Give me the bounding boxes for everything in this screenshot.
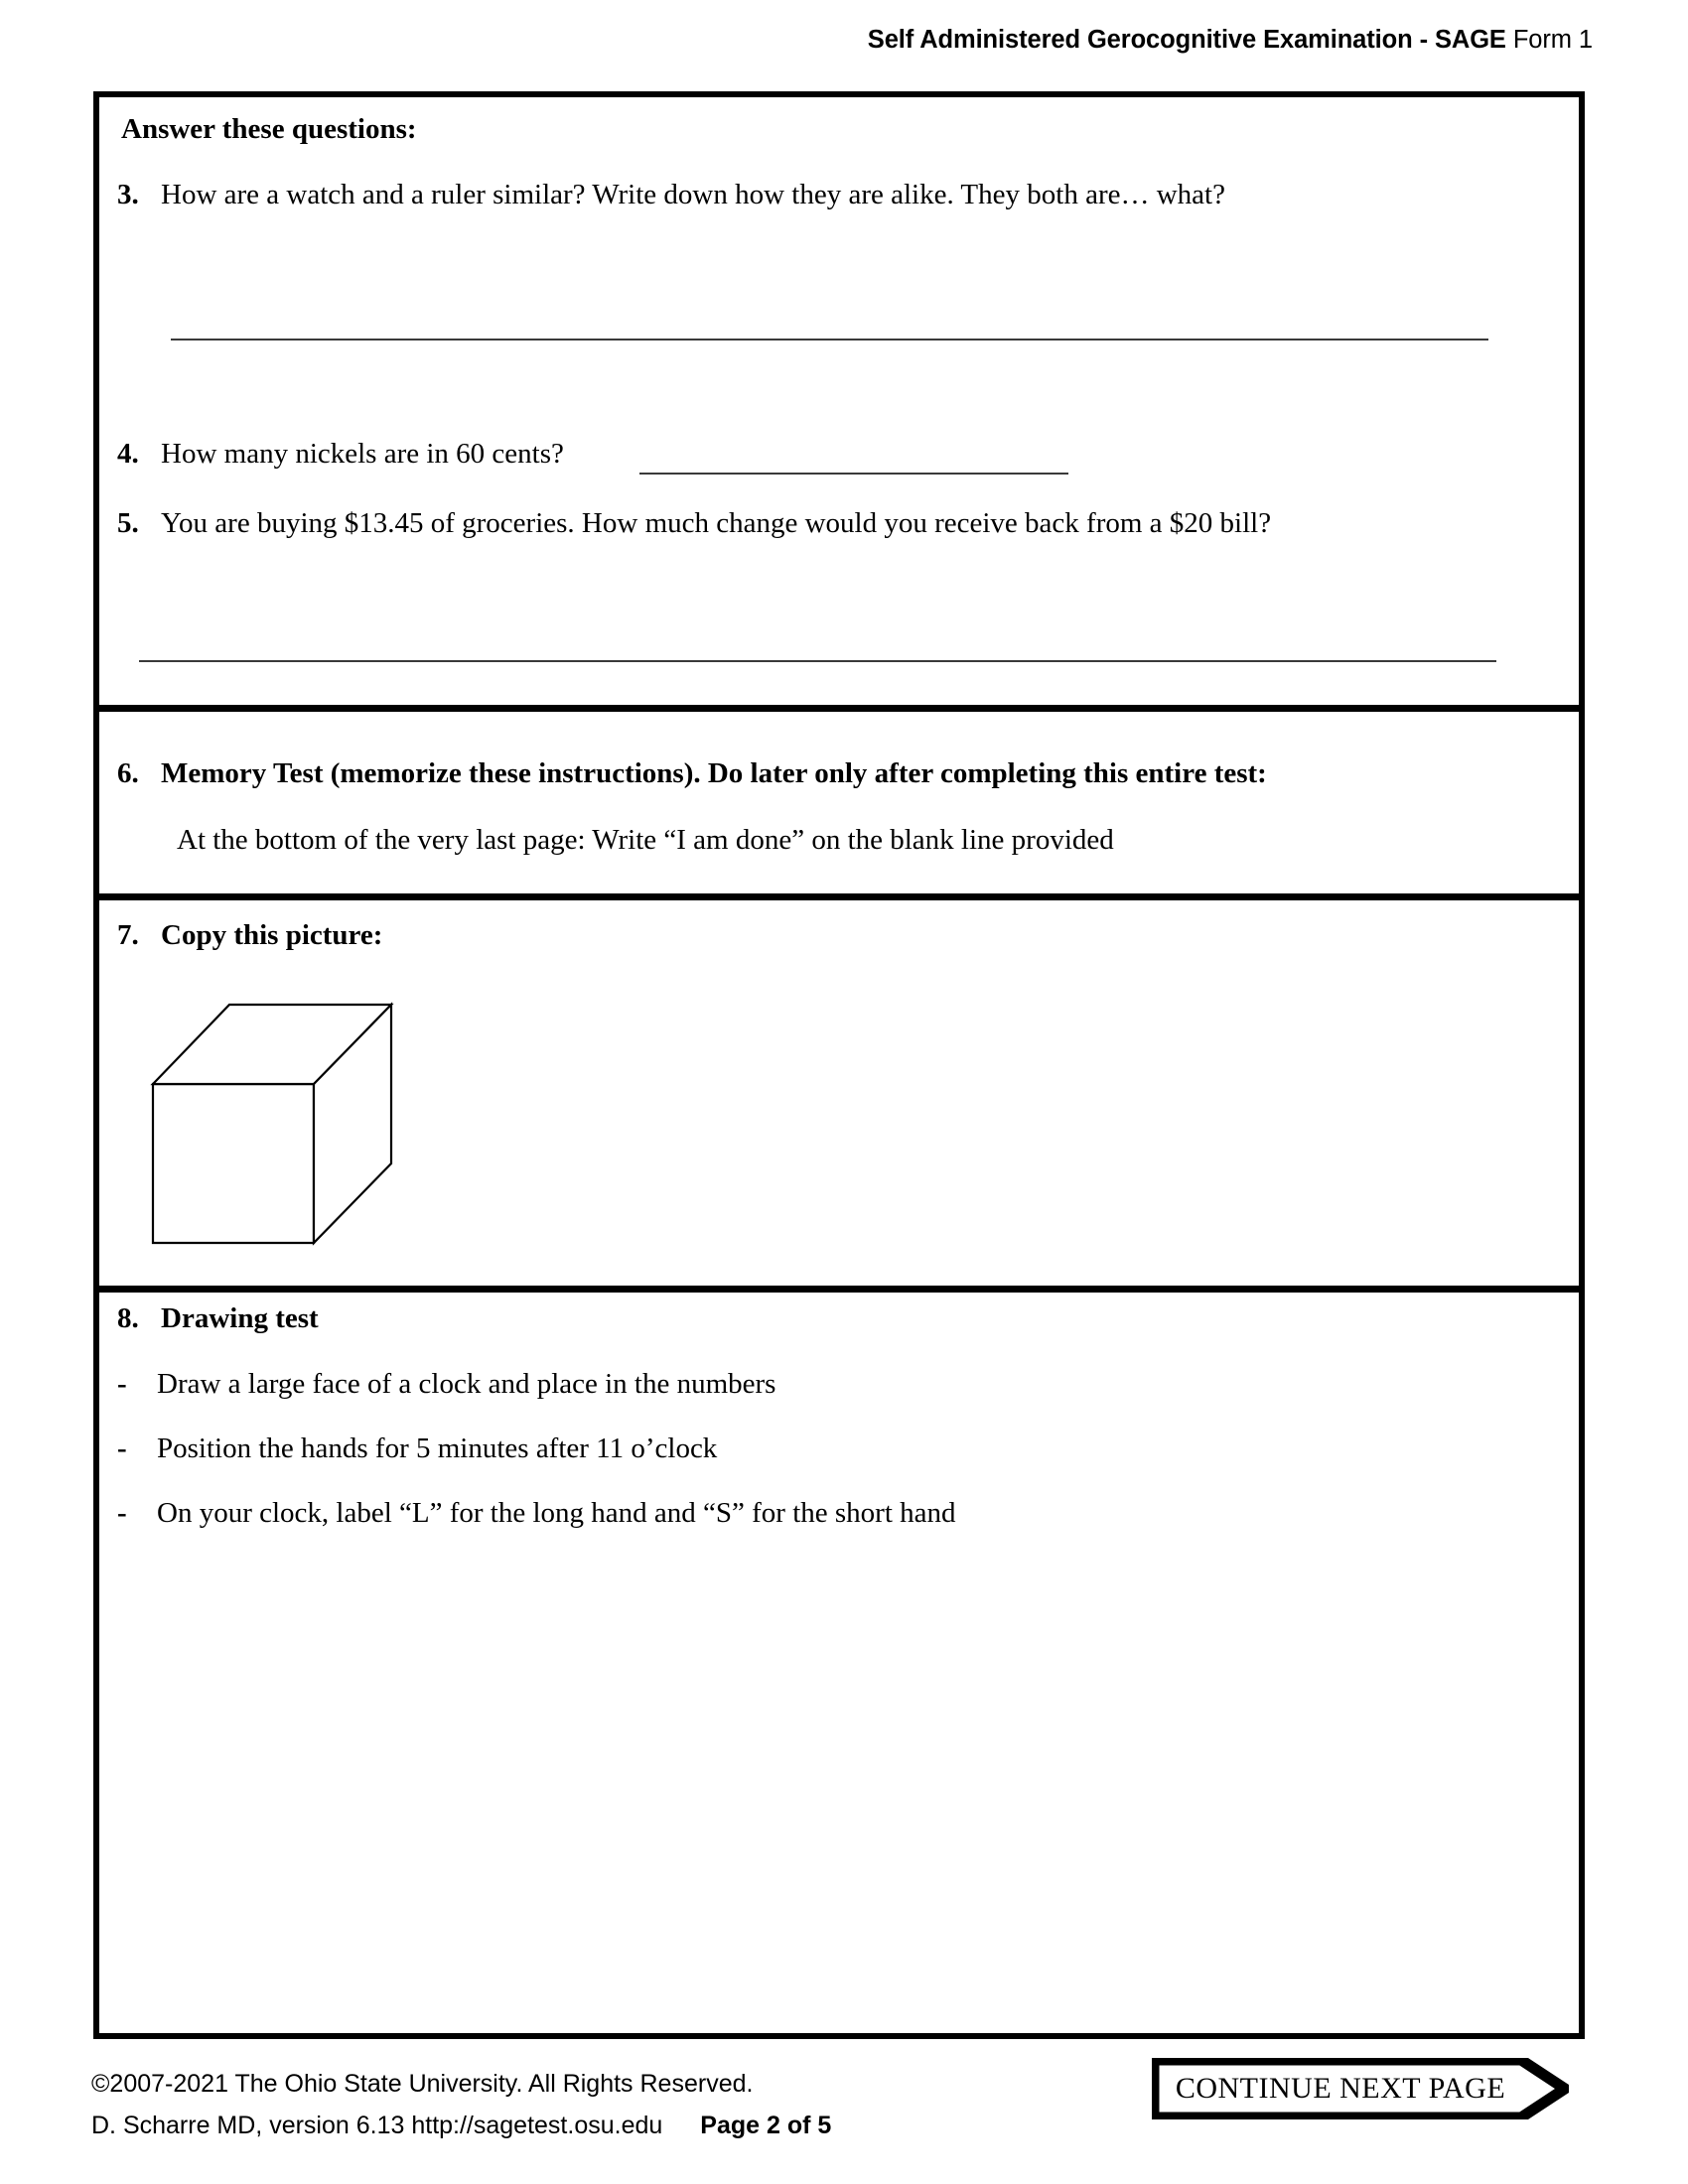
- question-3-number: 3.: [117, 179, 139, 210]
- drawing-bullet-1-marker: -: [117, 1368, 127, 1400]
- section-6-number: 6.: [117, 757, 139, 789]
- footer-attribution: D. Scharre MD, version 6.13 http://sagetest.osu.edu: [91, 2112, 663, 2139]
- drawing-bullet-2-marker: -: [117, 1433, 127, 1464]
- question-3-text: How are a watch and a ruler similar? Write down how they are alike. They both are… what?: [161, 179, 1225, 210]
- question-4-text: How many nickels are in 60 cents?: [161, 438, 564, 470]
- question-4-number: 4.: [117, 438, 139, 470]
- footer-line-2: [91, 2105, 831, 2146]
- drawing-answer-area[interactable]: [103, 1549, 1575, 2035]
- section-7-number: 7.: [117, 919, 139, 951]
- section-divider-2: [93, 893, 1585, 900]
- question-5-text: You are buying $13.45 of groceries. How much change would you receive back from a $20 bill?: [161, 507, 1272, 539]
- drawing-bullet-3-text: On your clock, label “L” for the long hand and “S” for the short hand: [157, 1497, 956, 1529]
- section-8-title: Drawing test: [161, 1302, 319, 1334]
- question-4-answer-line[interactable]: [639, 473, 1068, 475]
- header-text-part2: Gerocognitive Examination -: [1086, 26, 1435, 54]
- section-divider-1: [93, 705, 1585, 712]
- answer-questions-heading: Answer these questions:: [121, 113, 417, 145]
- cube-figure: [135, 977, 423, 1255]
- question-5-number: 5.: [117, 507, 139, 539]
- section-8-number: 8.: [117, 1302, 139, 1334]
- drawing-bullet-1-text: Draw a large face of a clock and place in the numbers: [157, 1368, 776, 1400]
- footer-text: [91, 2063, 831, 2146]
- section-6-title: Memory Test (memorize these instructions). Do later only after completing this entire test:: [161, 757, 1267, 789]
- section-6-instruction: At the bottom of the very last page: Write “I am done” on the blank line provided: [177, 824, 1114, 856]
- section-7-title: Copy this picture:: [161, 919, 383, 951]
- header-brand-sage: SAGE: [1434, 26, 1506, 54]
- page-header: [0, 26, 1593, 55]
- footer-page-number: Page 2 of 5: [700, 2112, 832, 2139]
- question-5-answer-line[interactable]: [139, 660, 1496, 662]
- continue-next-page-button[interactable]: [1152, 2058, 1569, 2119]
- continue-button-label: CONTINUE NEXT PAGE: [1175, 2072, 1506, 2105]
- drawing-bullet-3-marker: -: [117, 1497, 127, 1529]
- cube-front-face: [153, 1084, 314, 1243]
- drawing-bullet-2-text: Position the hands for 5 minutes after 11 o’clock: [157, 1433, 718, 1464]
- footer-copyright: ©2007-2021 The Ohio State University. All Rights Reserved.: [91, 2070, 754, 2098]
- header-text-part1: Self Administered: [867, 26, 1087, 54]
- cube-svg: [135, 977, 423, 1255]
- header-text-part3: Form 1: [1505, 26, 1593, 54]
- question-3-answer-line[interactable]: [171, 339, 1488, 341]
- section-divider-3: [93, 1286, 1585, 1293]
